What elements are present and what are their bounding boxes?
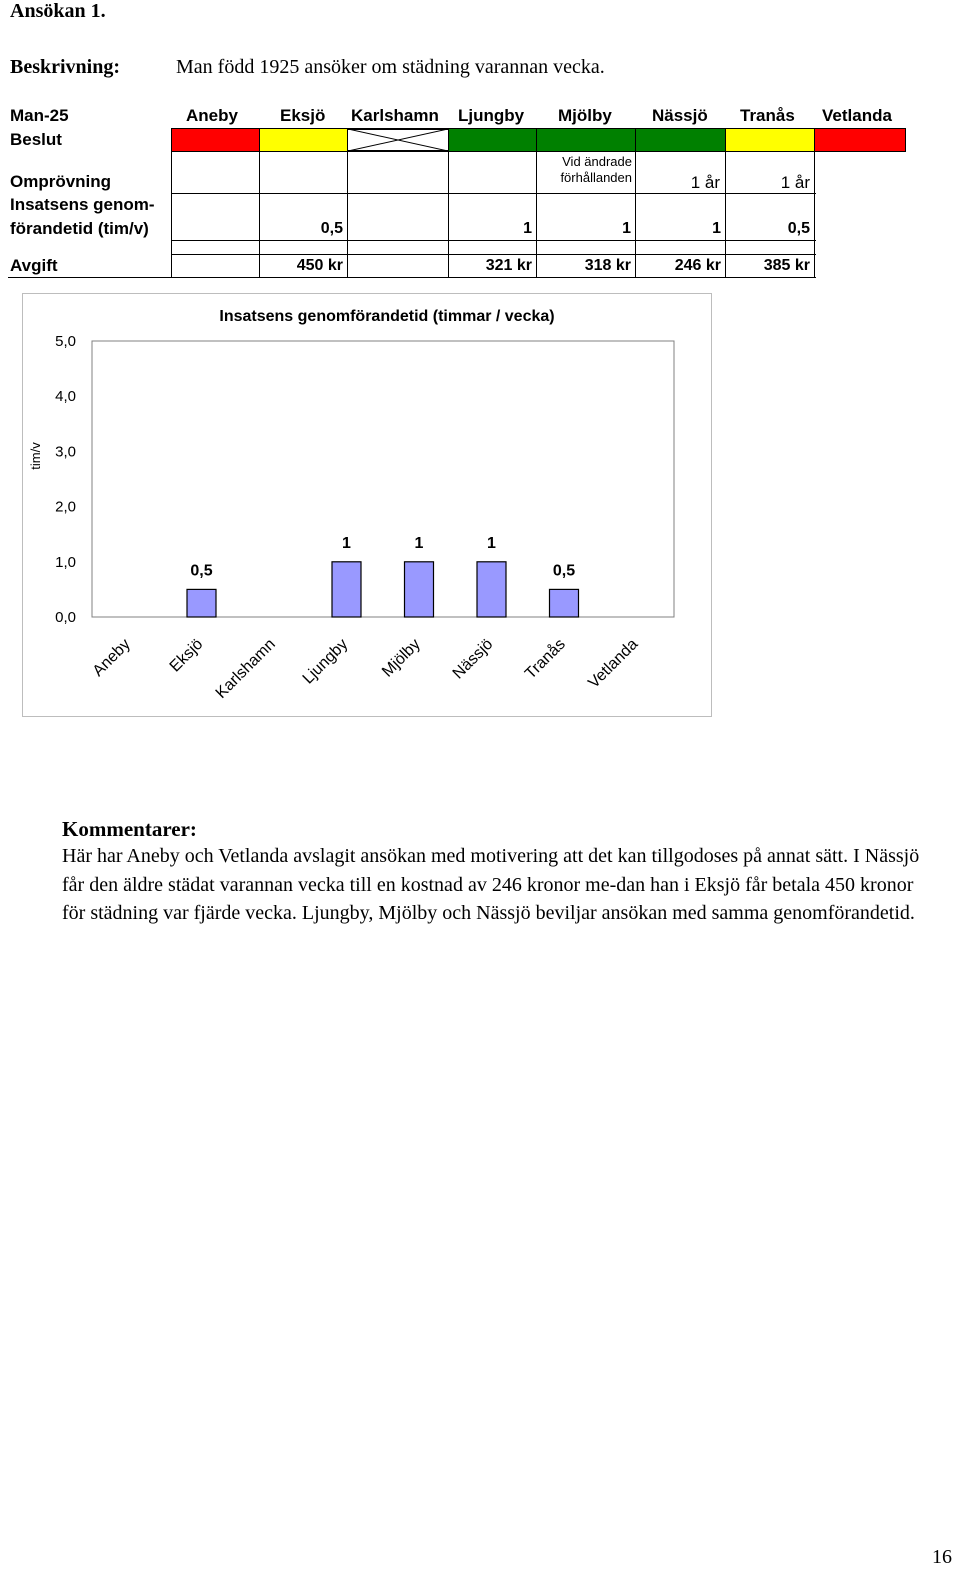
genomforande-ljungby: 1: [523, 220, 532, 237]
y-tick-label: 0,0: [55, 609, 76, 626]
page-number: 16: [932, 1546, 952, 1568]
bar-chart: [0, 0, 960, 740]
y-tick-label: 4,0: [55, 388, 76, 406]
bar-mjölby: [405, 562, 434, 617]
description-text: Man född 1925 ansöker om städning varannan vecka.: [176, 56, 605, 78]
y-tick-label: 5,0: [55, 333, 76, 350]
x-tick-label: Nässjö: [449, 635, 497, 683]
x-tick-label: Aneby: [89, 635, 134, 680]
data-label-eksjö: 0,5: [190, 562, 213, 580]
genomforande-nassjo: 1: [712, 220, 721, 237]
omprovning-nassjo: 1 år: [690, 173, 720, 192]
col-header-karlshamn: Karlshamn: [351, 106, 439, 125]
comments-heading: Kommentarer:: [62, 817, 197, 841]
bar-eksjö: [187, 589, 216, 617]
col-header-tranas: Tranås: [740, 106, 795, 125]
row-label-avgift: Avgift: [10, 256, 58, 275]
col-header-mjolby: Mjölby: [558, 106, 612, 125]
y-tick-label: 2,0: [55, 498, 76, 516]
col-header-nassjo: Nässjö: [652, 106, 708, 125]
chart-plot-area: [92, 341, 674, 617]
avgift-eksjo: 450 kr: [296, 257, 343, 274]
omprovning-mjolby: Vid ändrade förhållanden: [560, 154, 632, 185]
row-label-genomforande-1: Insatsens genom-: [10, 195, 155, 214]
data-label-tranås: 0,5: [552, 562, 576, 580]
data-label-ljungby: 1: [342, 534, 351, 552]
data-label-nässjö: 1: [487, 534, 496, 552]
avgift-tranas: 385 kr: [763, 257, 810, 274]
genomforande-mjolby: 1: [622, 220, 631, 237]
data-label-mjölby: 1: [414, 534, 424, 552]
comments-text: Här har Aneby och Vetlanda avslagit ansökan med motivering att det kan tillgodoses på annat sätt. I Nässjö får den äldre städat varannan vecka till en kostnad av 246 kronor me-dan han i Eksjö får betala 450 kronor för städning var fjärde vecka. Ljungby, Mjölby och Nässjö beviljar ansökan med samma genomförandetid.: [62, 845, 920, 924]
x-tick-label: Tranås: [522, 635, 569, 683]
col-header-ljungby: Ljungby: [458, 106, 525, 125]
col-header-eksjo: Eksjö: [280, 106, 326, 125]
avgift-ljungby: 321 kr: [485, 257, 532, 274]
table-corner-label: Man-25: [10, 106, 69, 125]
genomforande-eksjo: 0,5: [320, 220, 343, 237]
y-tick-label: 1,0: [55, 553, 76, 571]
x-tick-label: Karlshamn: [212, 635, 279, 702]
bar-tranås: [550, 589, 579, 617]
bar-nässjö: [477, 562, 506, 617]
omprovning-tranas: 1 år: [780, 173, 810, 192]
row-label-beslut: Beslut: [10, 130, 62, 149]
avgift-mjolby: 318 kr: [584, 257, 631, 274]
row-label-omprovning: Omprövning: [10, 172, 112, 191]
chart-title: Insatsens genomförandetid (timmar / vecka): [219, 308, 555, 325]
x-tick-label: Eksjö: [166, 635, 207, 676]
avgift-nassjo: 246 kr: [674, 257, 721, 274]
x-tick-label: Mjölby: [379, 635, 424, 681]
y-tick-label: 3,0: [55, 443, 76, 461]
bar-ljungby: [332, 562, 361, 617]
col-header-aneby: Aneby: [186, 106, 238, 125]
page-heading: Ansökan 1.: [10, 0, 106, 22]
genomforande-tranas: 0,5: [787, 220, 810, 237]
chart-y-axis-label: tim/v: [28, 442, 43, 470]
x-tick-label: Ljungby: [299, 635, 352, 688]
col-header-vetlanda: Vetlanda: [822, 106, 892, 125]
row-label-genomforande-2: förandetid (tim/v): [10, 219, 149, 238]
description-label: Beskrivning:: [10, 56, 121, 78]
x-tick-label: Vetlanda: [585, 635, 642, 692]
